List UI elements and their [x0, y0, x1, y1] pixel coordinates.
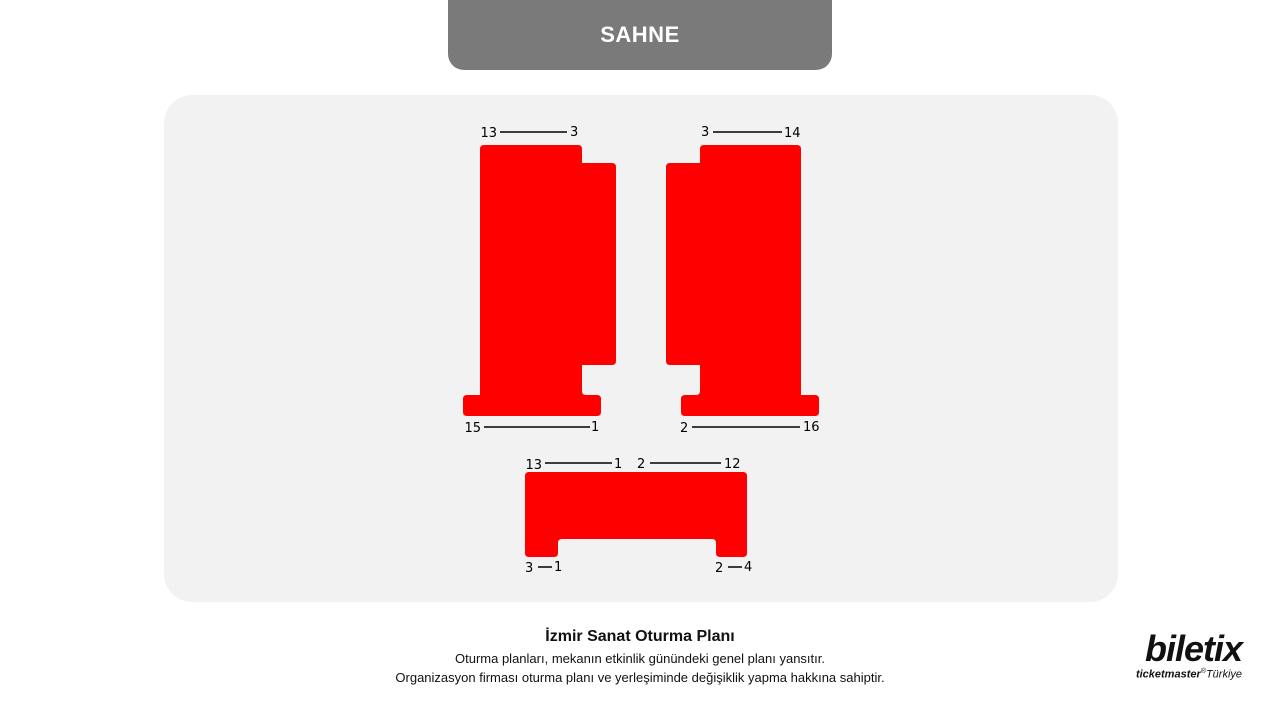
- brand-sub-mark: ®: [1200, 668, 1206, 675]
- brand-subline: [1112, 668, 1242, 681]
- lower-top-right-end-label: 12: [724, 457, 741, 472]
- lower-bottom-left-start-label: 3: [525, 561, 534, 576]
- right-bottom-end-label: 16: [803, 420, 820, 435]
- lower-top-right-start-label: 2: [637, 457, 646, 472]
- lower-bottom-right-end-label: 4: [744, 560, 753, 575]
- footer-note-1: Oturma planları, mekanın etkinlik günündeki genel planı yansıtır.: [455, 651, 825, 666]
- brand-sub-bold: ticketmaster: [1135, 668, 1201, 681]
- left-top-end-label: 3: [570, 125, 579, 140]
- lower-top-left-start-label: 13: [525, 458, 542, 473]
- left-bottom-start-label: 15: [464, 421, 481, 436]
- right-bottom-start-label: 2: [680, 421, 689, 436]
- lower-bottom-left-end-label: 1: [554, 560, 563, 575]
- lower-bottom-right-start-label: 2: [715, 561, 724, 576]
- section-left-block[interactable]: [463, 145, 616, 416]
- right-top-start-label: 3: [701, 125, 710, 140]
- brand-name: biletix: [1144, 628, 1242, 669]
- left-bottom-end-label: 1: [591, 420, 600, 435]
- footer: [290, 628, 990, 687]
- stage-label: SAHNE: [600, 22, 680, 47]
- brand-sub-rest: Türkiye: [1205, 668, 1242, 681]
- section-lower-block[interactable]: [525, 472, 747, 557]
- section-right-block[interactable]: [666, 145, 819, 416]
- venue-title: İzmir Sanat Oturma Planı: [545, 628, 735, 645]
- left-top-start-label: 13: [480, 126, 497, 141]
- footer-note-2: Organizasyon firması oturma planı ve yerleşiminde değişiklik yapma hakkına sahiptir.: [395, 670, 885, 685]
- brand-logo: [1112, 630, 1242, 681]
- right-top-end-label: 14: [784, 126, 801, 141]
- lower-top-left-end-label: 1: [614, 457, 623, 472]
